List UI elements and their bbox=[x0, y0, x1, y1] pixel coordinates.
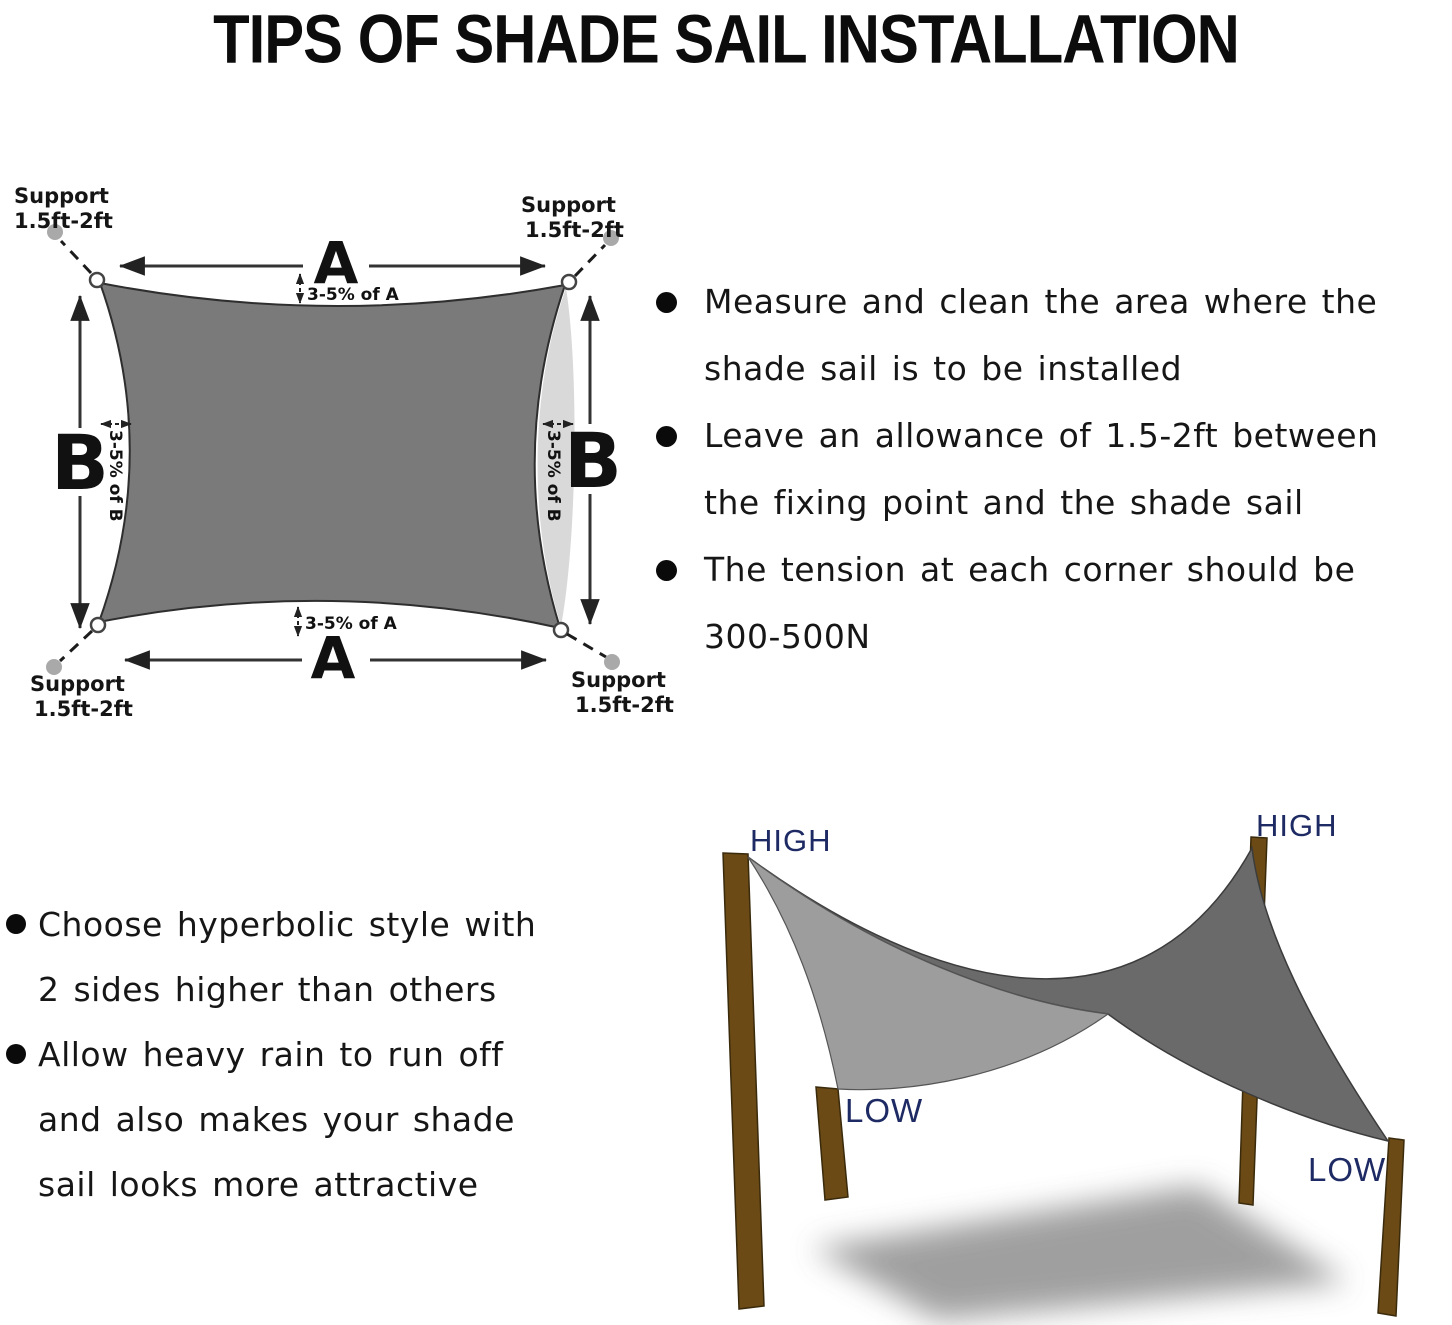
tie-line bbox=[575, 245, 605, 276]
high-label: HIGH bbox=[750, 823, 832, 858]
bullet-icon bbox=[656, 292, 677, 313]
sag-b-label: 3-5% of B bbox=[543, 430, 563, 522]
tip-text: Allow heavy rain to run off bbox=[38, 1035, 504, 1074]
high-label: HIGH bbox=[1256, 808, 1338, 843]
install-tips-list bbox=[648, 268, 1452, 670]
support-label: Support bbox=[14, 184, 109, 208]
ground-shadow bbox=[812, 1186, 1348, 1320]
low-label: LOW bbox=[1308, 1151, 1387, 1188]
tip-text: and also makes your shade bbox=[38, 1100, 515, 1139]
sag-a-label: 3-5% of A bbox=[307, 285, 399, 305]
tip-text: 2 sides higher than others bbox=[38, 970, 497, 1009]
page-title: TIPS OF SHADE SAIL INSTALLATION bbox=[213, 1, 1239, 78]
support-label: 1.5ft-2ft bbox=[575, 693, 674, 717]
support-label: Support bbox=[571, 668, 666, 692]
sail-surface-light bbox=[748, 857, 1108, 1090]
post-low-left bbox=[816, 1087, 848, 1200]
support-label: 1.5ft-2ft bbox=[14, 209, 113, 233]
style-tips-list bbox=[6, 892, 636, 1217]
list-item bbox=[6, 1022, 636, 1217]
hyperbolic-sail-illustration bbox=[640, 790, 1452, 1325]
tip-text: shade sail is to be installed bbox=[704, 349, 1183, 388]
tip-text: 300-500N bbox=[704, 617, 871, 656]
tie-line bbox=[567, 634, 606, 657]
list-item bbox=[6, 892, 636, 1022]
low-label: LOW bbox=[845, 1092, 924, 1129]
corner-ring-icon bbox=[554, 623, 568, 637]
bullet-icon bbox=[656, 426, 677, 447]
support-label: 1.5ft-2ft bbox=[34, 697, 133, 721]
corner-ring-icon bbox=[562, 275, 576, 289]
sag-a-label: 3-5% of A bbox=[305, 614, 397, 634]
bullet-icon bbox=[656, 560, 677, 581]
tip-text: Choose hyperbolic style with bbox=[38, 905, 537, 944]
corner-ring-icon bbox=[91, 618, 105, 632]
tip-text: Measure and clean the area where the bbox=[704, 282, 1378, 321]
tip-text: Leave an allowance of 1.5-2ft between bbox=[704, 416, 1379, 455]
shade-sail-dimension-diagram bbox=[0, 170, 674, 740]
dim-b-label: B bbox=[51, 418, 109, 507]
bullet-icon bbox=[6, 1044, 26, 1064]
tip-text: sail looks more attractive bbox=[38, 1165, 479, 1204]
support-label: Support bbox=[30, 672, 125, 696]
dim-a-label: A bbox=[310, 624, 356, 692]
post-high-left bbox=[723, 853, 764, 1309]
list-item bbox=[648, 268, 1452, 402]
tip-text: the fixing point and the shade sail bbox=[704, 483, 1304, 522]
dim-b-label: B bbox=[564, 416, 622, 505]
support-label: Support bbox=[521, 193, 616, 217]
sag-b-label: 3-5% of B bbox=[105, 430, 125, 522]
dim-a-label: A bbox=[313, 229, 359, 297]
bullet-icon bbox=[6, 914, 26, 934]
tie-line bbox=[61, 241, 91, 273]
corner-ring-icon bbox=[90, 273, 104, 287]
tip-text: The tension at each corner should be bbox=[704, 550, 1356, 589]
support-label: 1.5ft-2ft bbox=[525, 218, 624, 242]
list-item bbox=[648, 536, 1452, 670]
tie-line bbox=[60, 631, 92, 661]
list-item bbox=[648, 402, 1452, 536]
shade-sail-shape bbox=[99, 283, 565, 628]
